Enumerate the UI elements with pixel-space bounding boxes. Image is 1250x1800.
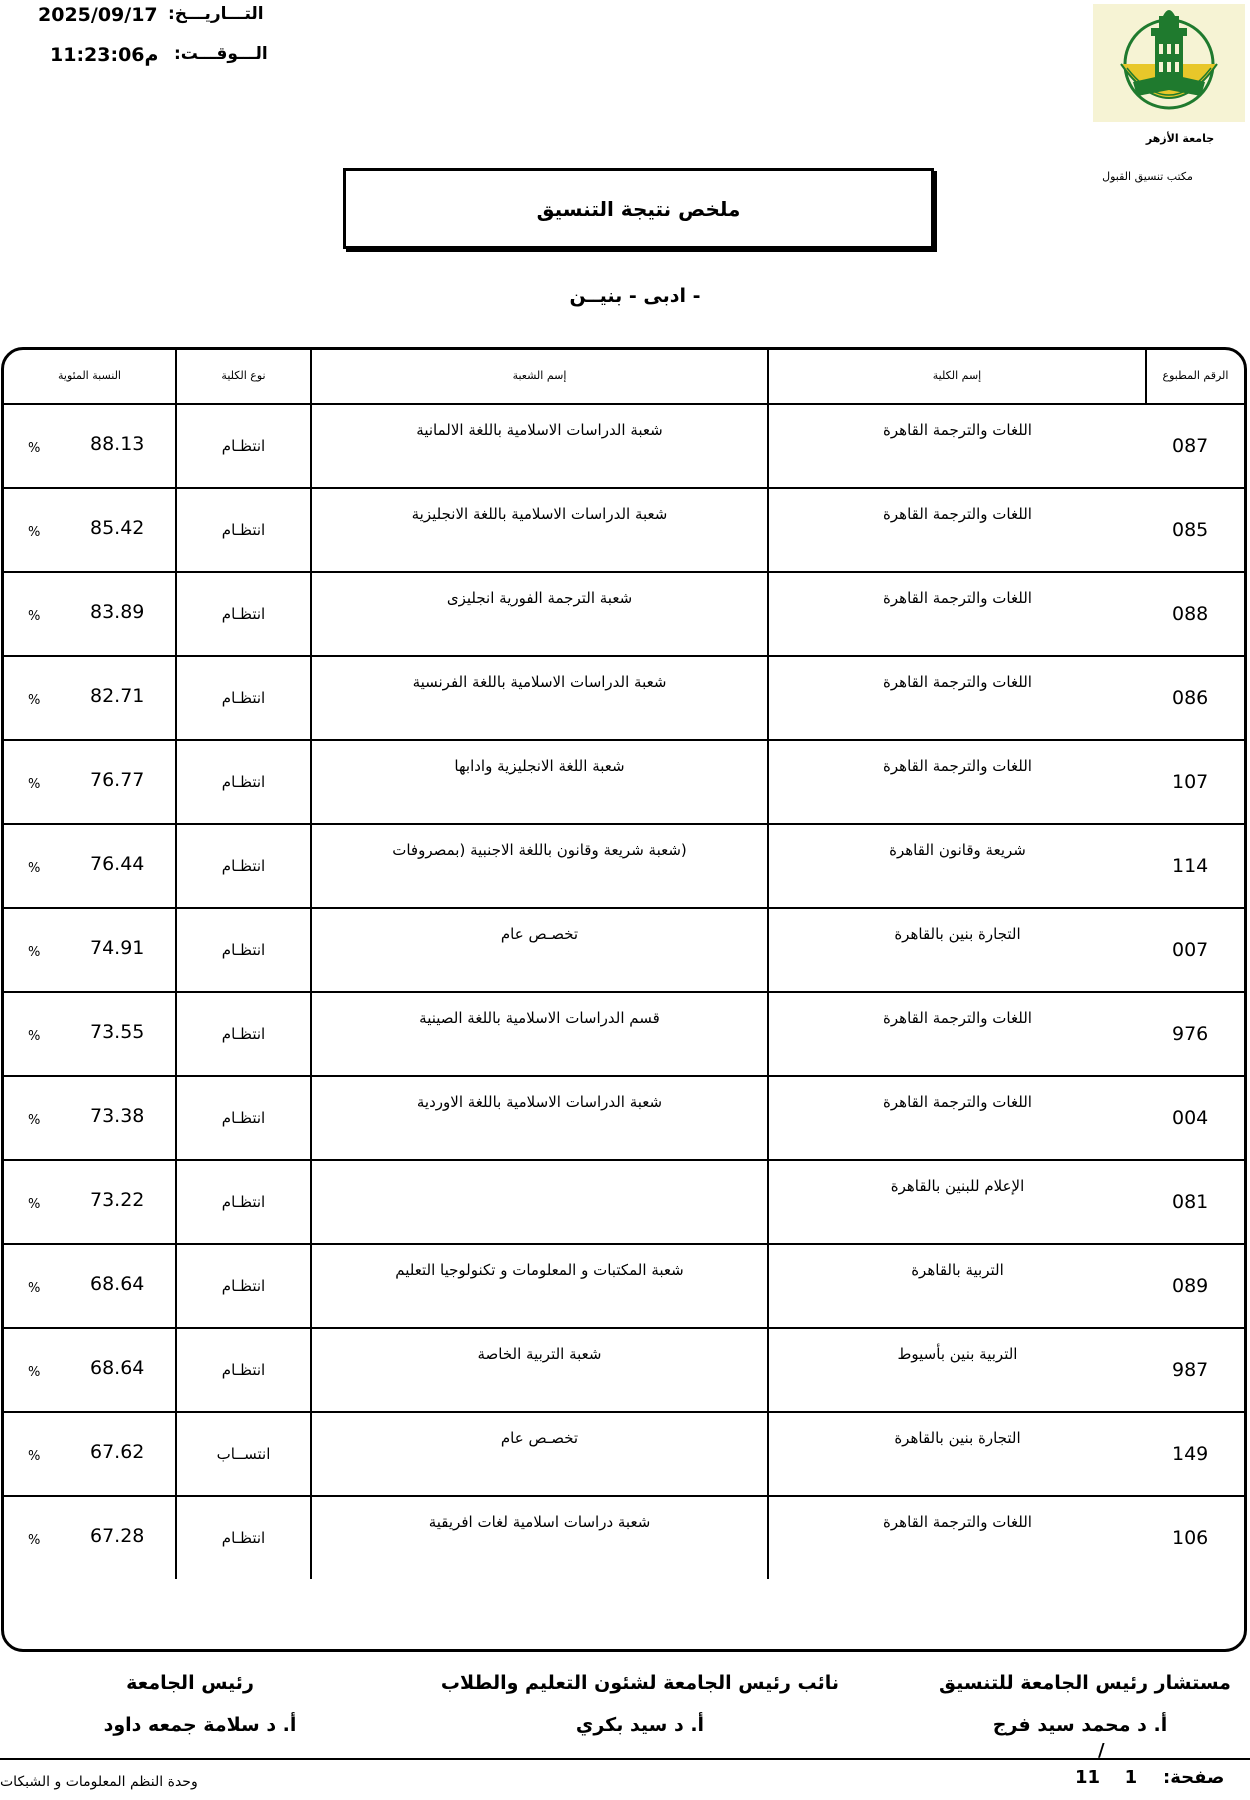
branch-name: تخصـص عام <box>500 925 579 943</box>
percent-value: 82.71 <box>90 685 145 707</box>
branch-name: شعبة الدراسات الاسلامية باللغة الفرنسية <box>412 673 667 691</box>
branch-cell <box>311 1412 768 1496</box>
percent-cell <box>4 1076 176 1160</box>
code-cell: 987 <box>1146 1328 1244 1412</box>
footer-divider <box>0 1758 1250 1760</box>
code-cell: 004 <box>1146 1076 1244 1160</box>
column-header-type: نوع الكلية <box>176 348 311 404</box>
date-label: التـــاريـــخ: <box>168 4 264 24</box>
faculty-name: اللغات والترجمة القاهرة <box>883 757 1032 775</box>
signature-role-vice-president: نائب رئيس الجامعة لشئون التعليم والطلاب <box>440 1672 840 1694</box>
percent-sign: % <box>28 945 41 960</box>
percent-sign: % <box>28 1365 41 1380</box>
time-value: 11:23:06م <box>50 44 159 66</box>
branch-name: (شعبة شريعة وقانون باللغة الاجنبية (بمصروفات <box>392 841 687 859</box>
percent-value: 85.42 <box>90 517 145 539</box>
faculty-cell <box>768 1328 1146 1412</box>
branch-cell <box>311 1076 768 1160</box>
percent-cell <box>4 1412 176 1496</box>
signature-role-president: رئيس الجامعة <box>126 1672 254 1694</box>
faculty-type-cell: انتظـام <box>176 1496 311 1579</box>
code-cell: 089 <box>1146 1244 1244 1328</box>
table-row <box>4 1244 1244 1328</box>
code-cell: 149 <box>1146 1412 1244 1496</box>
faculty-type-cell: انتظـام <box>176 488 311 572</box>
table-row <box>4 656 1244 740</box>
branch-name: قسم الدراسات الاسلامية باللغة الصينية <box>419 1009 660 1027</box>
table-row <box>4 992 1244 1076</box>
faculty-name: شريعة وقانون القاهرة <box>889 841 1026 859</box>
branch-name: شعبة الدراسات الاسلامية باللغة الانجليزية <box>411 505 668 523</box>
code-cell: 007 <box>1146 908 1244 992</box>
table-row <box>4 1328 1244 1412</box>
branch-name: تخصـص عام <box>500 1429 579 1447</box>
document-subtitle: - ادبى - بنيــن <box>569 285 701 307</box>
faculty-type-cell: انتســاب <box>176 1412 311 1496</box>
faculty-cell <box>768 1160 1146 1244</box>
percent-value: 88.13 <box>90 433 145 455</box>
faculty-name: اللغات والترجمة القاهرة <box>883 589 1032 607</box>
percent-sign: % <box>28 777 41 792</box>
branch-cell <box>311 992 768 1076</box>
branch-cell <box>311 1160 768 1244</box>
percent-cell <box>4 656 176 740</box>
signature-name-president: أ. د سلامة جمعه داود <box>103 1714 297 1736</box>
faculty-cell <box>768 740 1146 824</box>
percent-cell <box>4 1328 176 1412</box>
code-cell: 114 <box>1146 824 1244 908</box>
page-label: صفحة: <box>1163 1767 1225 1788</box>
faculty-type-cell: انتظـام <box>176 656 311 740</box>
signature-name-vice-president: أ. د سيد بكري <box>575 1714 705 1736</box>
faculty-type-cell: انتظـام <box>176 572 311 656</box>
faculty-type-cell: انتظـام <box>176 908 311 992</box>
faculty-cell <box>768 824 1146 908</box>
branch-cell <box>311 1496 768 1579</box>
code-cell: 088 <box>1146 572 1244 656</box>
percent-value: 67.62 <box>90 1441 145 1463</box>
branch-name: شعبة دراسات اسلامية لغات افريقية <box>428 1513 651 1531</box>
percent-sign: % <box>28 1113 41 1128</box>
column-header-percent: النسبة المئوية <box>4 348 176 404</box>
branch-name: شعبة الدراسات الاسلامية باللغة الاوردية <box>416 1093 663 1111</box>
percent-cell <box>4 1244 176 1328</box>
percent-cell <box>4 1496 176 1579</box>
code-cell: 087 <box>1146 404 1244 488</box>
faculty-cell <box>768 488 1146 572</box>
faculty-cell <box>768 656 1146 740</box>
branch-name: شعبة الترجمة الفورية انجليزى <box>446 589 633 607</box>
column-header-branch: إسم الشعبة <box>311 348 768 404</box>
percent-sign: % <box>28 441 41 456</box>
faculty-cell <box>768 572 1146 656</box>
branch-name: شعبة اللغة الانجليزية وادابها <box>454 757 625 775</box>
faculty-name: اللغات والترجمة القاهرة <box>883 505 1032 523</box>
faculty-cell <box>768 908 1146 992</box>
branch-cell <box>311 908 768 992</box>
faculty-type-cell: انتظـام <box>176 992 311 1076</box>
faculty-cell <box>768 1076 1146 1160</box>
branch-cell <box>311 488 768 572</box>
percent-cell <box>4 404 176 488</box>
branch-cell <box>311 1328 768 1412</box>
percent-cell <box>4 824 176 908</box>
minaret-emblem-icon <box>1093 4 1245 122</box>
faculty-type-cell: انتظـام <box>176 404 311 488</box>
table-row <box>4 404 1244 488</box>
table-row <box>4 1160 1244 1244</box>
faculty-name: التجارة بنين بالقاهرة <box>894 925 1021 943</box>
document-title: ملخص نتيجة التنسيق <box>343 168 934 249</box>
percent-value: 76.77 <box>90 769 145 791</box>
code-cell: 085 <box>1146 488 1244 572</box>
percent-value: 73.22 <box>90 1189 145 1211</box>
table-row <box>4 740 1244 824</box>
faculty-type-cell: انتظـام <box>176 740 311 824</box>
percent-cell <box>4 488 176 572</box>
percent-value: 68.64 <box>90 1357 145 1379</box>
code-cell: 976 <box>1146 992 1244 1076</box>
branch-cell <box>311 740 768 824</box>
office-name: مكتب تنسيق القبول <box>1102 170 1193 183</box>
faculty-cell <box>768 992 1146 1076</box>
faculty-cell <box>768 1496 1146 1579</box>
table-row <box>4 572 1244 656</box>
table-row <box>4 908 1244 992</box>
faculty-cell <box>768 1412 1146 1496</box>
faculty-type-cell: انتظـام <box>176 824 311 908</box>
percent-value: 68.64 <box>90 1273 145 1295</box>
signature-name-coordination: أ. د محمد سيد فرج <box>992 1714 1168 1736</box>
table-row <box>4 1076 1244 1160</box>
percent-sign: % <box>28 693 41 708</box>
percent-sign: % <box>28 525 41 540</box>
page-total: 11 <box>1075 1767 1101 1788</box>
faculty-cell <box>768 404 1146 488</box>
table-row <box>4 824 1244 908</box>
university-logo <box>1093 4 1245 122</box>
faculty-name: اللغات والترجمة القاهرة <box>883 421 1032 439</box>
faculty-type-cell: انتظـام <box>176 1244 311 1328</box>
time-label: الـــوقـــت: <box>174 44 268 64</box>
signature-role-coordination: مستشار رئيس الجامعة للتنسيق <box>939 1672 1231 1694</box>
percent-value: 83.89 <box>90 601 145 623</box>
percent-cell <box>4 992 176 1076</box>
percent-sign: % <box>28 861 41 876</box>
percent-value: 73.38 <box>90 1105 145 1127</box>
branch-cell <box>311 1244 768 1328</box>
page-current: 1 <box>1124 1767 1138 1788</box>
branch-cell <box>311 824 768 908</box>
faculty-type-cell: انتظـام <box>176 1076 311 1160</box>
results-table <box>4 348 1244 1579</box>
faculty-name: التربية بنين بأسيوط <box>897 1345 1018 1363</box>
percent-sign: % <box>28 1449 41 1464</box>
faculty-name: اللغات والترجمة القاهرة <box>883 1093 1032 1111</box>
percent-value: 74.91 <box>90 937 145 959</box>
branch-name: شعبة الدراسات الاسلامية باللغة الالمانية <box>416 421 663 439</box>
table-row <box>4 1412 1244 1496</box>
percent-sign: % <box>28 1029 41 1044</box>
branch-name: شعبة المكتبات و المعلومات و تكنولوجيا التعليم <box>395 1261 684 1279</box>
percent-cell <box>4 572 176 656</box>
faculty-name: اللغات والترجمة القاهرة <box>883 673 1032 691</box>
faculty-name: التربية بالقاهرة <box>911 1261 1004 1279</box>
code-cell: 107 <box>1146 740 1244 824</box>
percent-cell <box>4 740 176 824</box>
branch-name: شعبة التربية الخاصة <box>477 1345 602 1363</box>
percent-sign: % <box>28 1197 41 1212</box>
faculty-type-cell: انتظـام <box>176 1328 311 1412</box>
percent-sign: % <box>28 609 41 624</box>
faculty-name: التجارة بنين بالقاهرة <box>894 1429 1021 1447</box>
column-header-code: الرقم المطبوع <box>1146 348 1244 404</box>
percent-value: 73.55 <box>90 1021 145 1043</box>
code-cell: 081 <box>1146 1160 1244 1244</box>
faculty-type-cell: انتظـام <box>176 1160 311 1244</box>
branch-cell <box>311 656 768 740</box>
percent-sign: % <box>28 1281 41 1296</box>
percent-sign: % <box>28 1533 41 1548</box>
page-numbers <box>1075 1767 1137 1788</box>
faculty-name: اللغات والترجمة القاهرة <box>883 1009 1032 1027</box>
faculty-name: اللغات والترجمة القاهرة <box>883 1513 1032 1531</box>
table-header-row <box>4 348 1244 404</box>
faculty-cell <box>768 1244 1146 1328</box>
percent-cell <box>4 908 176 992</box>
faculty-name: الإعلام للبنين بالقاهرة <box>890 1177 1025 1195</box>
percent-value: 67.28 <box>90 1525 145 1547</box>
table-row <box>4 1496 1244 1579</box>
branch-cell <box>311 404 768 488</box>
percent-cell <box>4 1160 176 1244</box>
code-cell: 106 <box>1172 1527 1209 1549</box>
percent-value: 76.44 <box>90 853 145 875</box>
university-name: جامعة الأزهر <box>1145 132 1215 145</box>
page-separator: / <box>1098 1740 1105 1761</box>
column-header-faculty: إسم الكلية <box>768 348 1146 404</box>
footer-unit-name: وحدة النظم المعلومات و الشبكات <box>0 1774 198 1790</box>
code-cell: 086 <box>1146 656 1244 740</box>
date-value: 2025/09/17 <box>38 4 158 26</box>
table-row <box>4 488 1244 572</box>
branch-cell <box>311 572 768 656</box>
